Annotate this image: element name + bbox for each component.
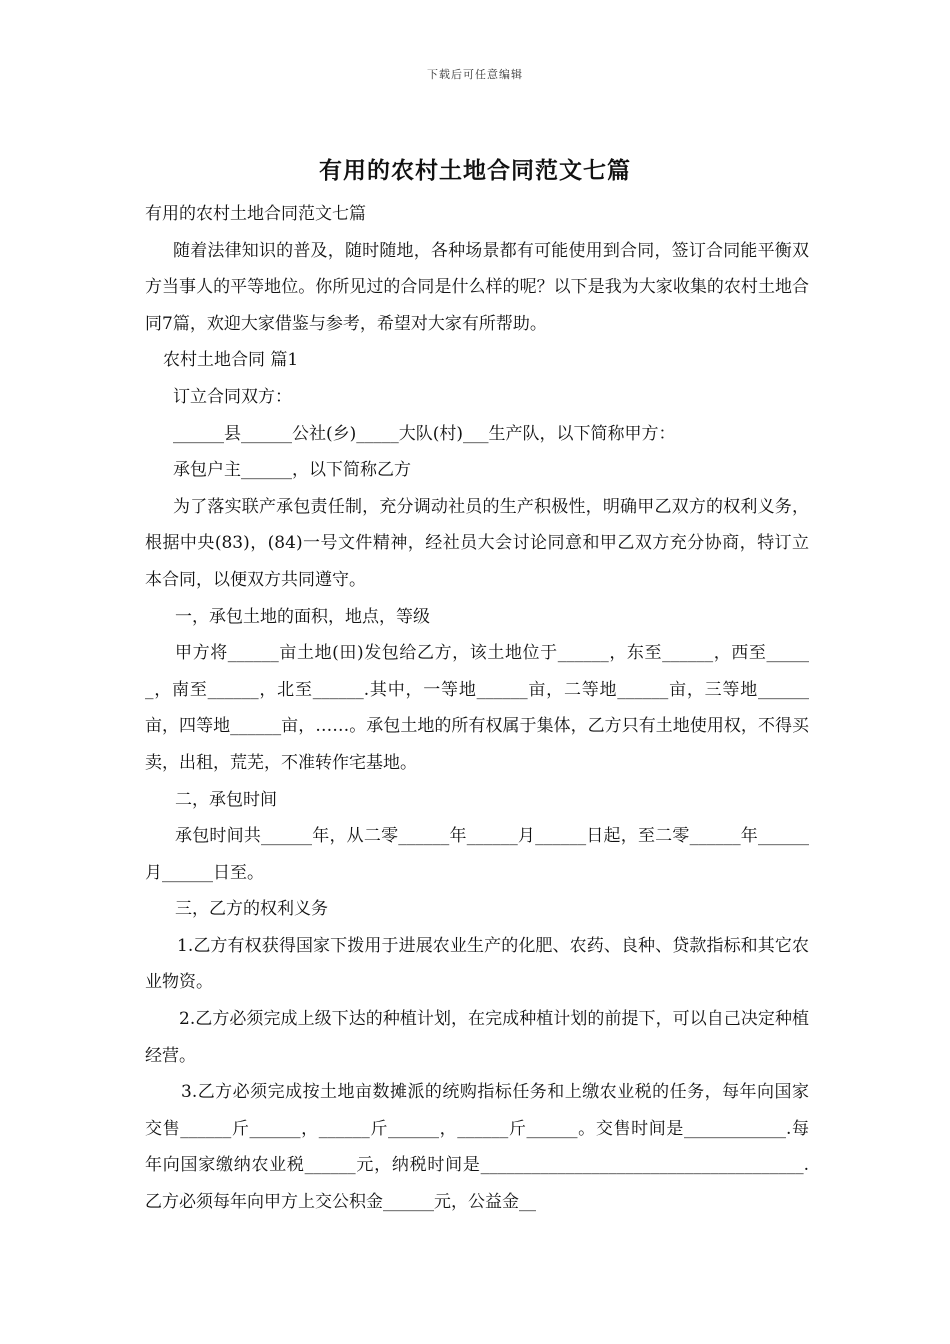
- clause-2-text: 承包时间共______年，从二零______年______月______日起，至二零______年______月______日至。: [145, 826, 809, 883]
- document-body: [145, 196, 809, 1221]
- header-note: 下载后可任意编辑: [427, 68, 523, 81]
- clause-heading-2: 二，承包时间: [175, 789, 277, 810]
- clause-heading-1: 一，承包土地的面积，地点，等级: [175, 606, 430, 627]
- clause-3-item-1: 1.乙方有权获得国家下拨用于进展农业生产的化肥、农药、良种、贷款指标和其它农业物资。: [145, 935, 809, 993]
- section-heading-part1: 农村土地合同 篇1: [163, 350, 299, 371]
- document-title: 有用的农村土地合同范文七篇: [319, 157, 631, 184]
- contract-parties-heading: 订立合同双方：: [173, 386, 292, 407]
- clause-3-item-3: 3.乙方必须完成按土地亩数摊派的统购指标任务和上缴农业税的任务，每年向国家交售______斤______，______斤______，______斤______。交售时间是____________.每年向国家缴纳农业税______元，纳税时间是______________________________________.乙方必须每年向甲方上交公积金______元，公益金__: [145, 1082, 809, 1213]
- party-a-line: ______县______公社(乡)_____大队(村)___生产队，以下简称甲方：: [173, 423, 676, 444]
- clause-1-text: 甲方将______亩土地(田)发包给乙方，该土地位于______，东至______，西至______，南至______，北至______.其中，一等地______亩，二等地______亩，三等地______亩，四等地______亩，……。承包土地的所有权属于集体，乙方只有土地使用权，不得买卖，出租，荒芜，不准转作宅基地。: [145, 643, 809, 773]
- party-b-line: 承包户主______，以下简称乙方: [173, 460, 411, 481]
- clause-heading-3: 三，乙方的权利义务: [175, 899, 328, 920]
- subtitle-paragraph: 有用的农村土地合同范文七篇: [145, 204, 366, 224]
- intro-paragraph: 随着法律知识的普及，随时随地，各种场景都有可能使用到合同，签订合同能平衡双方当事人的平等地位。你所见过的合同是什么样的呢？以下是我为大家收集的农村土地合同7篇，欢迎大家借鉴与参考，希望对大家有所帮助。: [145, 240, 809, 334]
- purpose-paragraph: 为了落实联产承包责任制，充分调动社员的生产积极性，明确甲乙双方的权利义务，根据中央(83)，(84)一号文件精神，经社员大会讨论同意和甲乙双方充分协商，特订立本合同，以便双方共同遵守。: [145, 496, 809, 590]
- clause-3-item-2: 2.乙方必须完成上级下达的种植计划，在完成种植计划的前提下，可以自己决定种植经营。: [145, 1009, 809, 1066]
